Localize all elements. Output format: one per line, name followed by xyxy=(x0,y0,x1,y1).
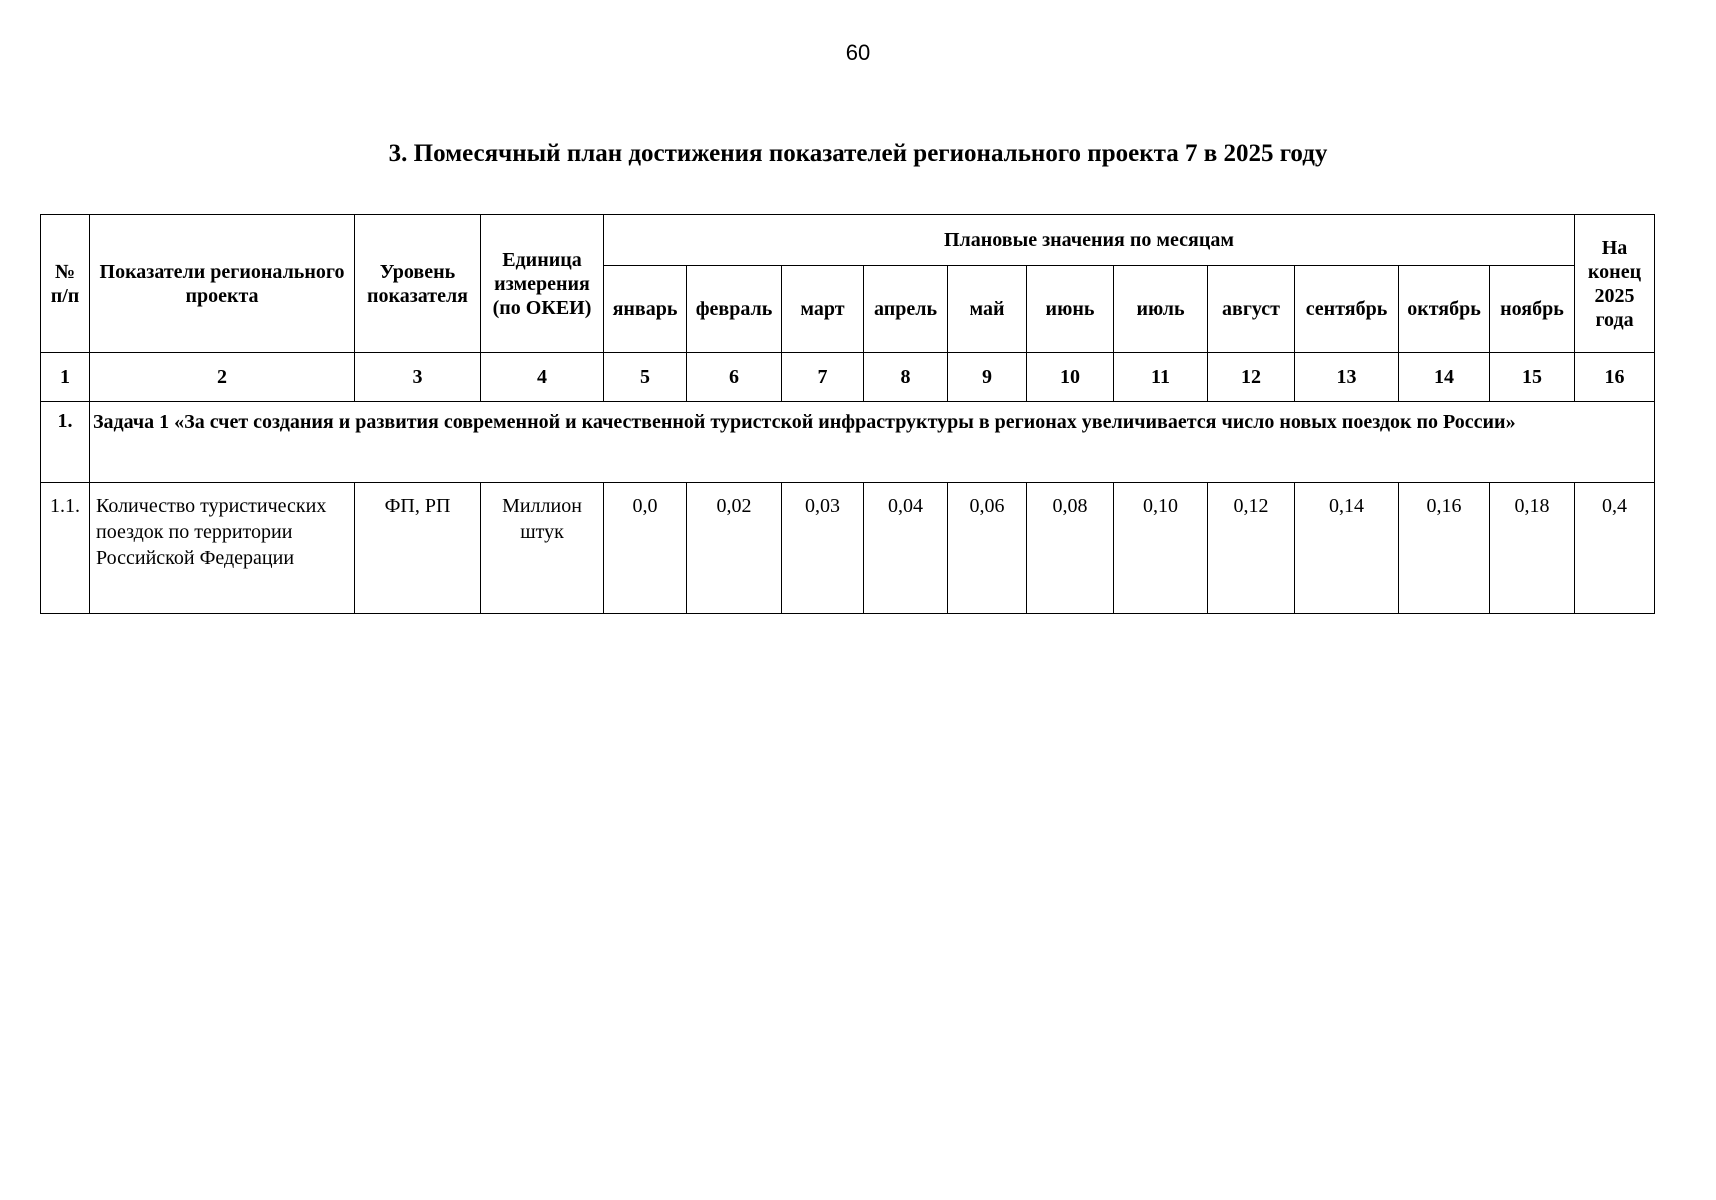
header-num: № п/п xyxy=(41,215,90,353)
month-header: ноябрь xyxy=(1490,266,1575,353)
column-number: 7 xyxy=(782,353,864,402)
month-value: 0,14 xyxy=(1295,483,1399,614)
column-number: 11 xyxy=(1114,353,1208,402)
month-header: сентябрь xyxy=(1295,266,1399,353)
month-header: май xyxy=(948,266,1027,353)
header-row xyxy=(41,215,1655,266)
month-header: июль xyxy=(1114,266,1208,353)
column-number-row xyxy=(41,353,1655,402)
header-indicator: Показатели регионального проекта xyxy=(90,215,355,353)
header-level: Уровень показателя xyxy=(355,215,481,353)
month-header: июнь xyxy=(1027,266,1114,353)
column-number: 14 xyxy=(1399,353,1490,402)
month-value: 0,16 xyxy=(1399,483,1490,614)
column-number: 8 xyxy=(864,353,948,402)
header-end-of-year: На конец 2025 года xyxy=(1575,215,1655,353)
column-number: 6 xyxy=(687,353,782,402)
column-number: 9 xyxy=(948,353,1027,402)
month-value: 0,03 xyxy=(782,483,864,614)
column-number: 13 xyxy=(1295,353,1399,402)
header-planned-values: Плановые значения по месяцам xyxy=(604,215,1575,266)
end-of-year-value: 0,4 xyxy=(1575,483,1655,614)
month-header: январь xyxy=(604,266,687,353)
month-header: март xyxy=(782,266,864,353)
task-row xyxy=(41,402,1655,483)
month-value: 0,02 xyxy=(687,483,782,614)
month-value: 0,08 xyxy=(1027,483,1114,614)
month-value: 0,18 xyxy=(1490,483,1575,614)
indicator-unit: Миллион штук xyxy=(481,483,604,614)
column-number: 10 xyxy=(1027,353,1114,402)
page-number: 60 xyxy=(845,40,871,65)
indicator-name: Количество туристических поездок по территории Российской Федерации xyxy=(90,483,355,614)
month-value: 0,12 xyxy=(1208,483,1295,614)
month-value: 0,0 xyxy=(604,483,687,614)
document-title: 3. Помесячный план достижения показателей регионального проекта 7 в 2025 году xyxy=(388,140,1328,167)
column-number: 2 xyxy=(90,353,355,402)
indicator-level: ФП, РП xyxy=(355,483,481,614)
column-number: 3 xyxy=(355,353,481,402)
month-value: 0,04 xyxy=(864,483,948,614)
column-number: 12 xyxy=(1208,353,1295,402)
month-value: 0,06 xyxy=(948,483,1027,614)
monthly-plan-table xyxy=(40,214,1655,614)
month-header: февраль xyxy=(687,266,782,353)
column-number: 15 xyxy=(1490,353,1575,402)
header-unit: Единица измерения (по ОКЕИ) xyxy=(481,215,604,353)
month-header: апрель xyxy=(864,266,948,353)
column-number: 5 xyxy=(604,353,687,402)
column-number: 1 xyxy=(41,353,90,402)
month-header: август xyxy=(1208,266,1295,353)
table-row xyxy=(41,483,1655,614)
month-header: октябрь xyxy=(1399,266,1490,353)
column-number: 16 xyxy=(1575,353,1655,402)
column-number: 4 xyxy=(481,353,604,402)
month-value: 0,10 xyxy=(1114,483,1208,614)
task-description: Задача 1 «За счет создания и развития современной и качественной туристской инфраструктуры в регионах увеличивается число новых поездок по России» xyxy=(90,402,1655,483)
row-number: 1.1. xyxy=(41,483,90,614)
task-number: 1. xyxy=(41,402,90,483)
